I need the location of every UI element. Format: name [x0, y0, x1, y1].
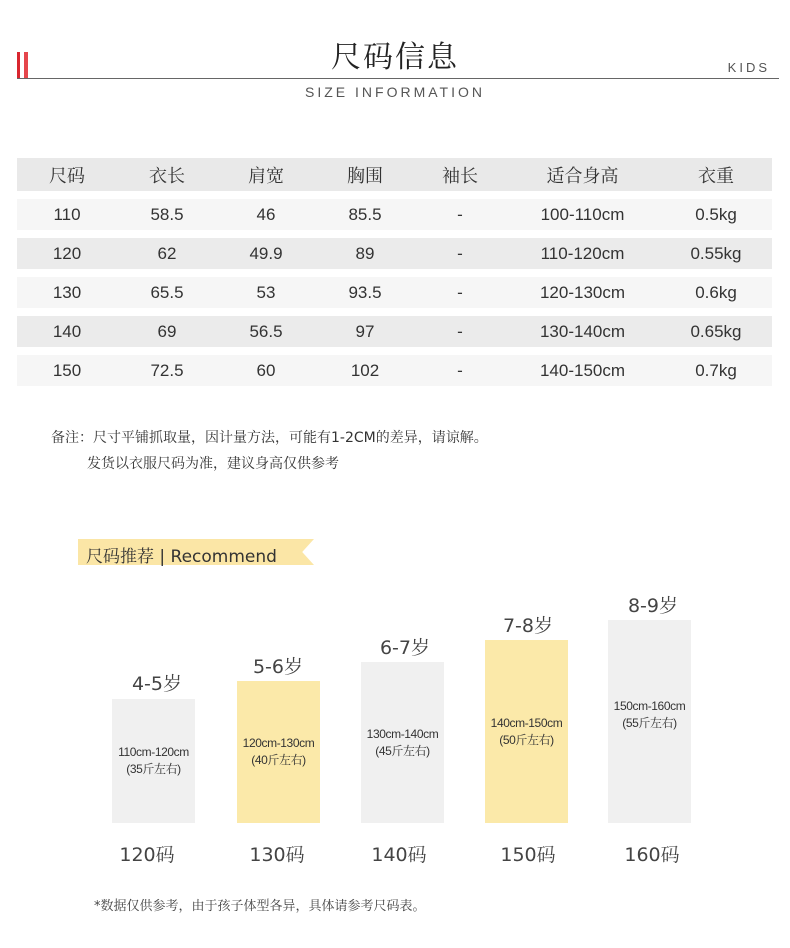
age-label: 8-9岁: [627, 595, 679, 617]
age-label: 5-6岁: [252, 656, 304, 678]
column-header: 肩宽: [248, 165, 284, 187]
table-cell: -: [457, 204, 463, 224]
table-cell: 72.5: [150, 360, 184, 380]
table-cell: 110-120cm: [540, 243, 625, 263]
weight-range: (55斤左右): [622, 716, 677, 730]
table-cell: -: [457, 321, 463, 341]
table-cell: 65.5: [150, 282, 184, 302]
table-cell: 53: [256, 282, 276, 302]
header-divider: [17, 78, 779, 79]
table-cell: 100-110cm: [540, 204, 625, 224]
column-header: 尺码: [49, 165, 85, 187]
table-cell: 140-150cm: [539, 360, 626, 380]
table-cell: 0.5kg: [695, 204, 737, 224]
table-cell: 58.5: [150, 204, 184, 224]
recommend-card: [361, 662, 444, 823]
table-cell: -: [457, 282, 463, 302]
age-label: 7-8岁: [502, 615, 554, 637]
recommend-card: [112, 699, 195, 823]
weight-range: (40斤左右): [251, 753, 306, 767]
size-label: 120码: [119, 844, 175, 866]
table-cell: 130: [52, 282, 82, 302]
column-header: 适合身高: [546, 165, 619, 187]
weight-range: (50斤左右): [499, 732, 554, 747]
table-cell: 46: [256, 204, 276, 224]
column-header: 胸围: [347, 165, 383, 187]
table-cell: 89: [355, 243, 375, 263]
table-cell: 150: [52, 360, 82, 380]
table-cell: -: [457, 360, 463, 380]
recommend-label: 尺码推荐 | Recommend: [86, 547, 277, 567]
height-range: 140cm-150cm: [490, 715, 563, 730]
table-cell: 102: [350, 360, 380, 380]
page-subtitle: SIZE INFORMATION: [305, 84, 485, 100]
table-row: [17, 277, 772, 308]
height-range: 150cm-160cm: [613, 699, 686, 713]
size-label: 160码: [624, 844, 680, 866]
size-label: 150码: [500, 844, 556, 866]
table-row: [17, 316, 772, 347]
table-cell: 93.5: [348, 282, 382, 302]
column-header: 袖长: [442, 165, 478, 187]
table-cell: 0.7kg: [695, 360, 737, 380]
table-row: [17, 199, 772, 230]
table-cell: 120-130cm: [539, 282, 626, 302]
table-cell: 69: [157, 321, 177, 341]
recommend-card: [237, 681, 320, 823]
table-row: [17, 238, 772, 269]
note-line-1: 备注：尺寸平铺抓取量，因计量方法，可能有1-2CM的差异，请谅解。: [51, 430, 488, 446]
height-range: 130cm-140cm: [366, 726, 439, 741]
age-label: 6-7岁: [379, 637, 431, 659]
table-cell: 120: [52, 243, 82, 263]
table-cell: 0.55kg: [690, 243, 742, 263]
size-table: [17, 158, 772, 394]
table-cell: 60: [256, 360, 276, 380]
kids-tag: KIDS: [727, 60, 770, 75]
table-cell: 62: [157, 243, 177, 263]
age-label: 4-5岁: [131, 673, 183, 695]
column-header: 衣长: [149, 165, 185, 187]
footnote: *数据仅供参考，由于孩子体型各异，具体请参考尺码表。: [94, 899, 426, 914]
table-cell: 130-140cm: [539, 321, 626, 341]
table-cell: -: [457, 243, 463, 263]
table-header-row: [17, 158, 772, 191]
weight-range: (45斤左右): [375, 743, 430, 758]
table-cell: 140: [52, 321, 82, 341]
table-cell: 0.6kg: [695, 282, 737, 302]
page-title: 尺码信息: [0, 32, 790, 76]
weight-range: (35斤左右): [126, 762, 181, 776]
table-row: [17, 355, 772, 386]
recommend-card: [485, 640, 568, 823]
size-label: 140码: [371, 844, 427, 866]
height-range: 110cm-120cm: [118, 745, 189, 759]
table-cell: 110: [53, 204, 81, 224]
size-label: 130码: [249, 844, 305, 866]
table-cell: 97: [355, 321, 375, 341]
note-line-2: 发货以衣服尺码为准，建议身高仅供参考: [87, 456, 339, 472]
table-cell: 56.5: [249, 321, 283, 341]
recommend-card: [608, 620, 691, 823]
height-range: 120cm-130cm: [242, 736, 315, 750]
table-cell: 49.9: [249, 243, 283, 263]
table-cell: 0.65kg: [690, 321, 742, 341]
column-header: 衣重: [698, 165, 734, 187]
table-cell: 85.5: [348, 204, 382, 224]
